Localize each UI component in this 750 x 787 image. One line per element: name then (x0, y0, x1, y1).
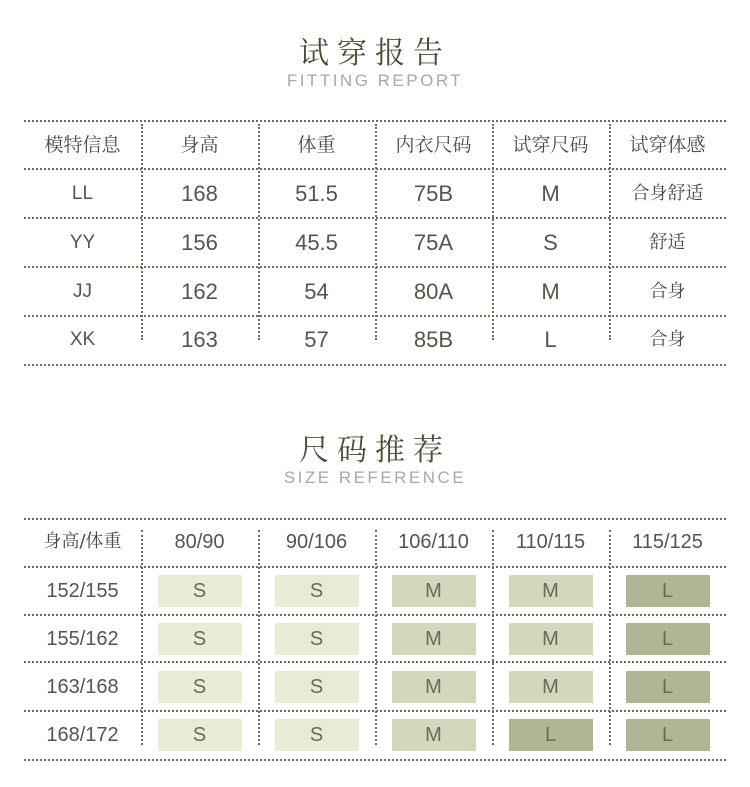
size-chip: S (158, 575, 242, 607)
model-name: LL (71, 183, 94, 204)
table-divider (24, 120, 726, 122)
size-chip: L (626, 671, 710, 703)
size-chip: S (275, 623, 359, 655)
table-cell: L (544, 327, 557, 352)
row-label: 152/155 (46, 580, 119, 602)
column-divider (492, 530, 494, 745)
table-cell: M (541, 181, 560, 206)
size-chip: S (275, 719, 359, 751)
column-header: 试穿体感 (629, 134, 706, 156)
column-header: 内衣尺码 (395, 134, 472, 156)
table-cell: 合身舒适 (631, 183, 704, 204)
size-chip: M (509, 671, 593, 703)
row-label: 163/168 (46, 676, 119, 698)
table-cell: 156 (181, 230, 218, 255)
model-name: XK (69, 329, 96, 350)
column-divider (375, 530, 377, 745)
size-chip: L (509, 719, 593, 751)
table-divider (24, 518, 726, 520)
table-cell: 舒适 (649, 232, 686, 253)
table-cell: 75B (413, 181, 454, 206)
column-header: 身高 (180, 134, 219, 156)
column-divider (258, 530, 260, 745)
corner-header: 身高/体重 (43, 531, 122, 552)
model-name: YY (69, 232, 96, 253)
table-divider (24, 759, 726, 761)
row-label: 168/172 (46, 724, 119, 746)
table-divider (24, 364, 726, 366)
table-cell: 合身 (649, 329, 686, 350)
table-cell: 80A (413, 279, 454, 304)
size-reference-subtitle: SIZE REFERENCE (283, 468, 467, 487)
column-header: 106/110 (398, 531, 469, 553)
fitting-report-title: 试穿报告 (299, 36, 451, 71)
column-header: 试穿尺码 (512, 134, 589, 156)
size-chip: S (158, 671, 242, 703)
size-chip: M (509, 623, 593, 655)
size-chip: L (626, 719, 710, 751)
size-chip: S (158, 623, 242, 655)
table-cell: S (543, 230, 558, 255)
table-cell: 75A (413, 230, 454, 255)
table-cell: 57 (304, 327, 329, 352)
table-cell: 45.5 (295, 230, 338, 255)
table-cell: 168 (181, 181, 218, 206)
model-name: JJ (73, 281, 92, 302)
size-chip: M (509, 575, 593, 607)
column-header: 115/125 (632, 531, 703, 553)
size-reference-title: 尺码推荐 (299, 433, 451, 468)
table-cell: 54 (304, 279, 329, 304)
size-chip: L (626, 623, 710, 655)
column-header: 90/106 (285, 531, 348, 553)
size-chip: S (275, 575, 359, 607)
table-cell: 162 (181, 279, 218, 304)
column-header: 80/90 (174, 531, 225, 553)
table-cell: 85B (413, 327, 454, 352)
size-chip: M (392, 719, 476, 751)
column-header: 体重 (297, 134, 336, 156)
table-cell: M (541, 279, 560, 304)
size-chip: M (392, 575, 476, 607)
column-header: 模特信息 (44, 134, 121, 156)
column-divider (141, 530, 143, 745)
size-chip: S (158, 719, 242, 751)
column-header: 110/115 (515, 531, 586, 553)
size-chip: L (626, 575, 710, 607)
fitting-report-subtitle: FITTING REPORT (286, 71, 464, 90)
table-cell: 51.5 (295, 181, 338, 206)
table-cell: 合身 (649, 281, 686, 302)
size-chip: M (392, 623, 476, 655)
size-chip: S (275, 671, 359, 703)
size-chip: M (392, 671, 476, 703)
table-cell: 163 (181, 327, 218, 352)
column-divider (609, 530, 611, 745)
row-label: 155/162 (46, 628, 119, 650)
